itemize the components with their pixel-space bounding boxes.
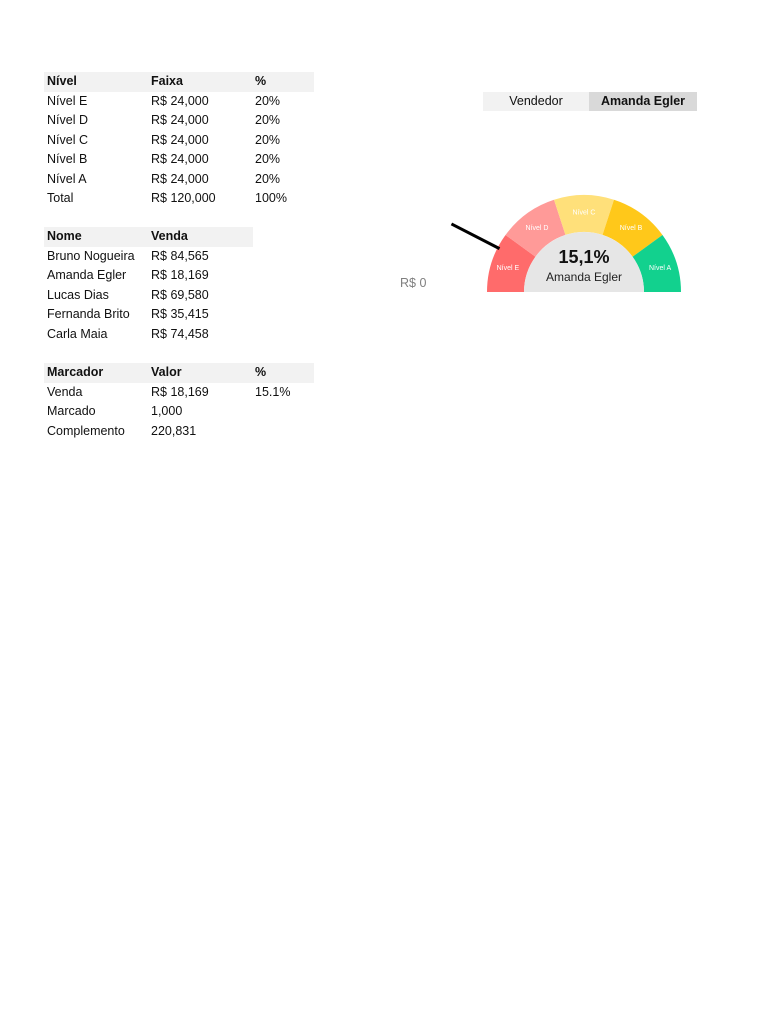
table-row[interactable]: [44, 247, 253, 267]
table-cell[interactable]: Lucas Dias: [47, 287, 109, 302]
header-cell: Nível: [47, 74, 77, 88]
table-cell[interactable]: Nível B: [47, 152, 88, 166]
table-cell[interactable]: Venda: [47, 384, 83, 399]
sales-table-header: [44, 227, 253, 247]
header-cell: Valor: [151, 365, 182, 379]
table-cell[interactable]: R$ 24,000: [151, 152, 209, 166]
table-cell[interactable]: Complemento: [47, 423, 125, 438]
gauge-segment-label: Nível D: [525, 224, 549, 232]
table-cell[interactable]: R$ 24,000: [151, 171, 209, 186]
gauge-start-label: R$ 0: [400, 276, 427, 290]
seller-selector: [483, 92, 697, 111]
table-cell[interactable]: Bruno Nogueira: [47, 248, 135, 263]
table-cell[interactable]: R$ 84,565: [151, 248, 209, 263]
table-cell[interactable]: R$ 24,000: [151, 132, 209, 147]
table-row[interactable]: [44, 150, 314, 170]
table-cell[interactable]: 15.1%: [255, 384, 291, 399]
table-cell[interactable]: 100%: [255, 191, 287, 205]
table-row[interactable]: [44, 131, 314, 151]
table-cell[interactable]: Nível C: [47, 132, 88, 147]
table-row[interactable]: [44, 92, 314, 112]
table-cell[interactable]: Nível A: [47, 171, 87, 186]
header-cell: %: [255, 365, 267, 379]
table-row[interactable]: [44, 422, 314, 442]
marker-table-header: [44, 363, 314, 383]
sales-table: [44, 227, 253, 344]
table-row[interactable]: [44, 402, 314, 422]
table-cell[interactable]: R$ 35,415: [151, 307, 209, 321]
table-cell[interactable]: Carla Maia: [47, 326, 108, 341]
table-cell[interactable]: R$ 74,458: [151, 326, 209, 341]
table-cell[interactable]: 1,000: [151, 404, 183, 418]
table-cell[interactable]: Marcado: [47, 404, 96, 418]
marker-table: [44, 363, 314, 441]
table-cell[interactable]: 20%: [255, 93, 281, 108]
header-cell: Venda: [151, 229, 188, 243]
gauge-seller-name: Amanda Egler: [545, 270, 623, 284]
header-cell: Faixa: [151, 74, 183, 88]
table-row[interactable]: [44, 305, 253, 325]
table-cell[interactable]: 20%: [255, 171, 281, 186]
table-cell[interactable]: Amanda Egler: [47, 268, 127, 282]
levels-table-header: [44, 72, 314, 92]
levels-table: [44, 72, 314, 209]
table-cell[interactable]: 220,831: [151, 423, 197, 438]
gauge-segment-label: Nível E: [496, 264, 520, 272]
seller-selector-value[interactable]: Amanda Egler: [589, 92, 697, 111]
header-cell: %: [255, 74, 267, 88]
table-cell[interactable]: Nível E: [47, 93, 88, 108]
table-row[interactable]: [44, 111, 314, 131]
table-cell[interactable]: 20%: [255, 113, 281, 127]
header-cell: Marcador: [47, 365, 104, 379]
gauge-segment-label: Nível B: [619, 224, 643, 232]
table-cell[interactable]: R$ 120,000: [151, 191, 216, 205]
table-cell[interactable]: Total: [47, 191, 74, 205]
table-cell[interactable]: 20%: [255, 152, 281, 166]
table-cell[interactable]: R$ 69,580: [151, 287, 209, 302]
seller-selector-label: Vendedor: [483, 92, 589, 111]
table-row[interactable]: [44, 286, 253, 306]
gauge-needle: [451, 224, 499, 249]
table-cell[interactable]: R$ 18,169: [151, 384, 209, 399]
table-cell[interactable]: R$ 24,000: [151, 113, 209, 127]
table-cell[interactable]: 20%: [255, 132, 281, 147]
gauge-segment-label: Nível C: [572, 209, 596, 217]
table-cell[interactable]: R$ 24,000: [151, 93, 209, 108]
table-cell[interactable]: Nível D: [47, 113, 88, 127]
header-cell: Nome: [47, 229, 82, 243]
table-row-total[interactable]: [44, 189, 314, 209]
table-row[interactable]: [44, 266, 253, 286]
table-cell[interactable]: Fernanda Brito: [47, 307, 130, 321]
gauge-segment-label: Nível A: [648, 264, 672, 272]
gauge-percent-value: 15,1%: [558, 247, 610, 267]
table-row[interactable]: [44, 170, 314, 190]
sales-gauge: [390, 185, 700, 305]
table-row[interactable]: [44, 383, 314, 403]
table-cell[interactable]: R$ 18,169: [151, 268, 209, 282]
table-row[interactable]: [44, 325, 253, 345]
